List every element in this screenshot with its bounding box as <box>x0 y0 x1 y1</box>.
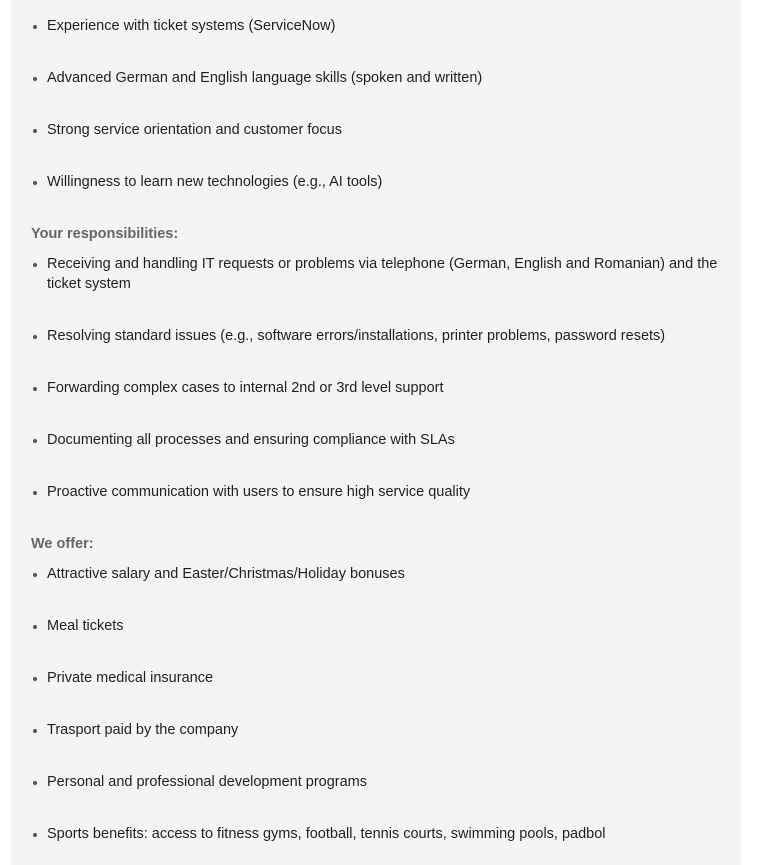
responsibilities-heading: Your responsibilities: <box>31 226 179 242</box>
responsibilities-list <box>31 254 731 502</box>
list-item: Willingness to learn new technologies (e.g., AI tools) <box>31 172 731 192</box>
requirements-list <box>31 0 731 192</box>
list-item: Documenting all processes and ensuring compliance with SLAs <box>31 430 731 450</box>
list-item: Advanced German and English language skills (spoken and written) <box>31 68 731 88</box>
job-description-content <box>31 0 731 844</box>
offer-heading: We offer: <box>31 536 94 552</box>
list-item: Resolving standard issues (e.g., software errors/installations, printer problems, password resets) <box>31 326 731 346</box>
list-item: Forwarding complex cases to internal 2nd or 3rd level support <box>31 378 731 398</box>
list-item: Strong service orientation and customer focus <box>31 120 731 140</box>
job-description-panel <box>11 0 741 865</box>
list-item: Sports benefits: access to fitness gyms, football, tennis courts, swimming pools, padbol <box>31 824 731 844</box>
list-item: Receiving and handling IT requests or problems via telephone (German, English and Romanian) and the ticket system <box>31 254 731 294</box>
list-item: Proactive communication with users to ensure high service quality <box>31 482 731 502</box>
list-item: Personal and professional development programs <box>31 772 731 792</box>
list-item: Experience with ticket systems (ServiceNow) <box>31 16 731 36</box>
list-item: Private medical insurance <box>31 668 731 688</box>
offer-list <box>31 564 731 844</box>
list-item: Attractive salary and Easter/Christmas/Holiday bonuses <box>31 564 731 584</box>
list-item: Meal tickets <box>31 616 731 636</box>
list-item: Trasport paid by the company <box>31 720 731 740</box>
